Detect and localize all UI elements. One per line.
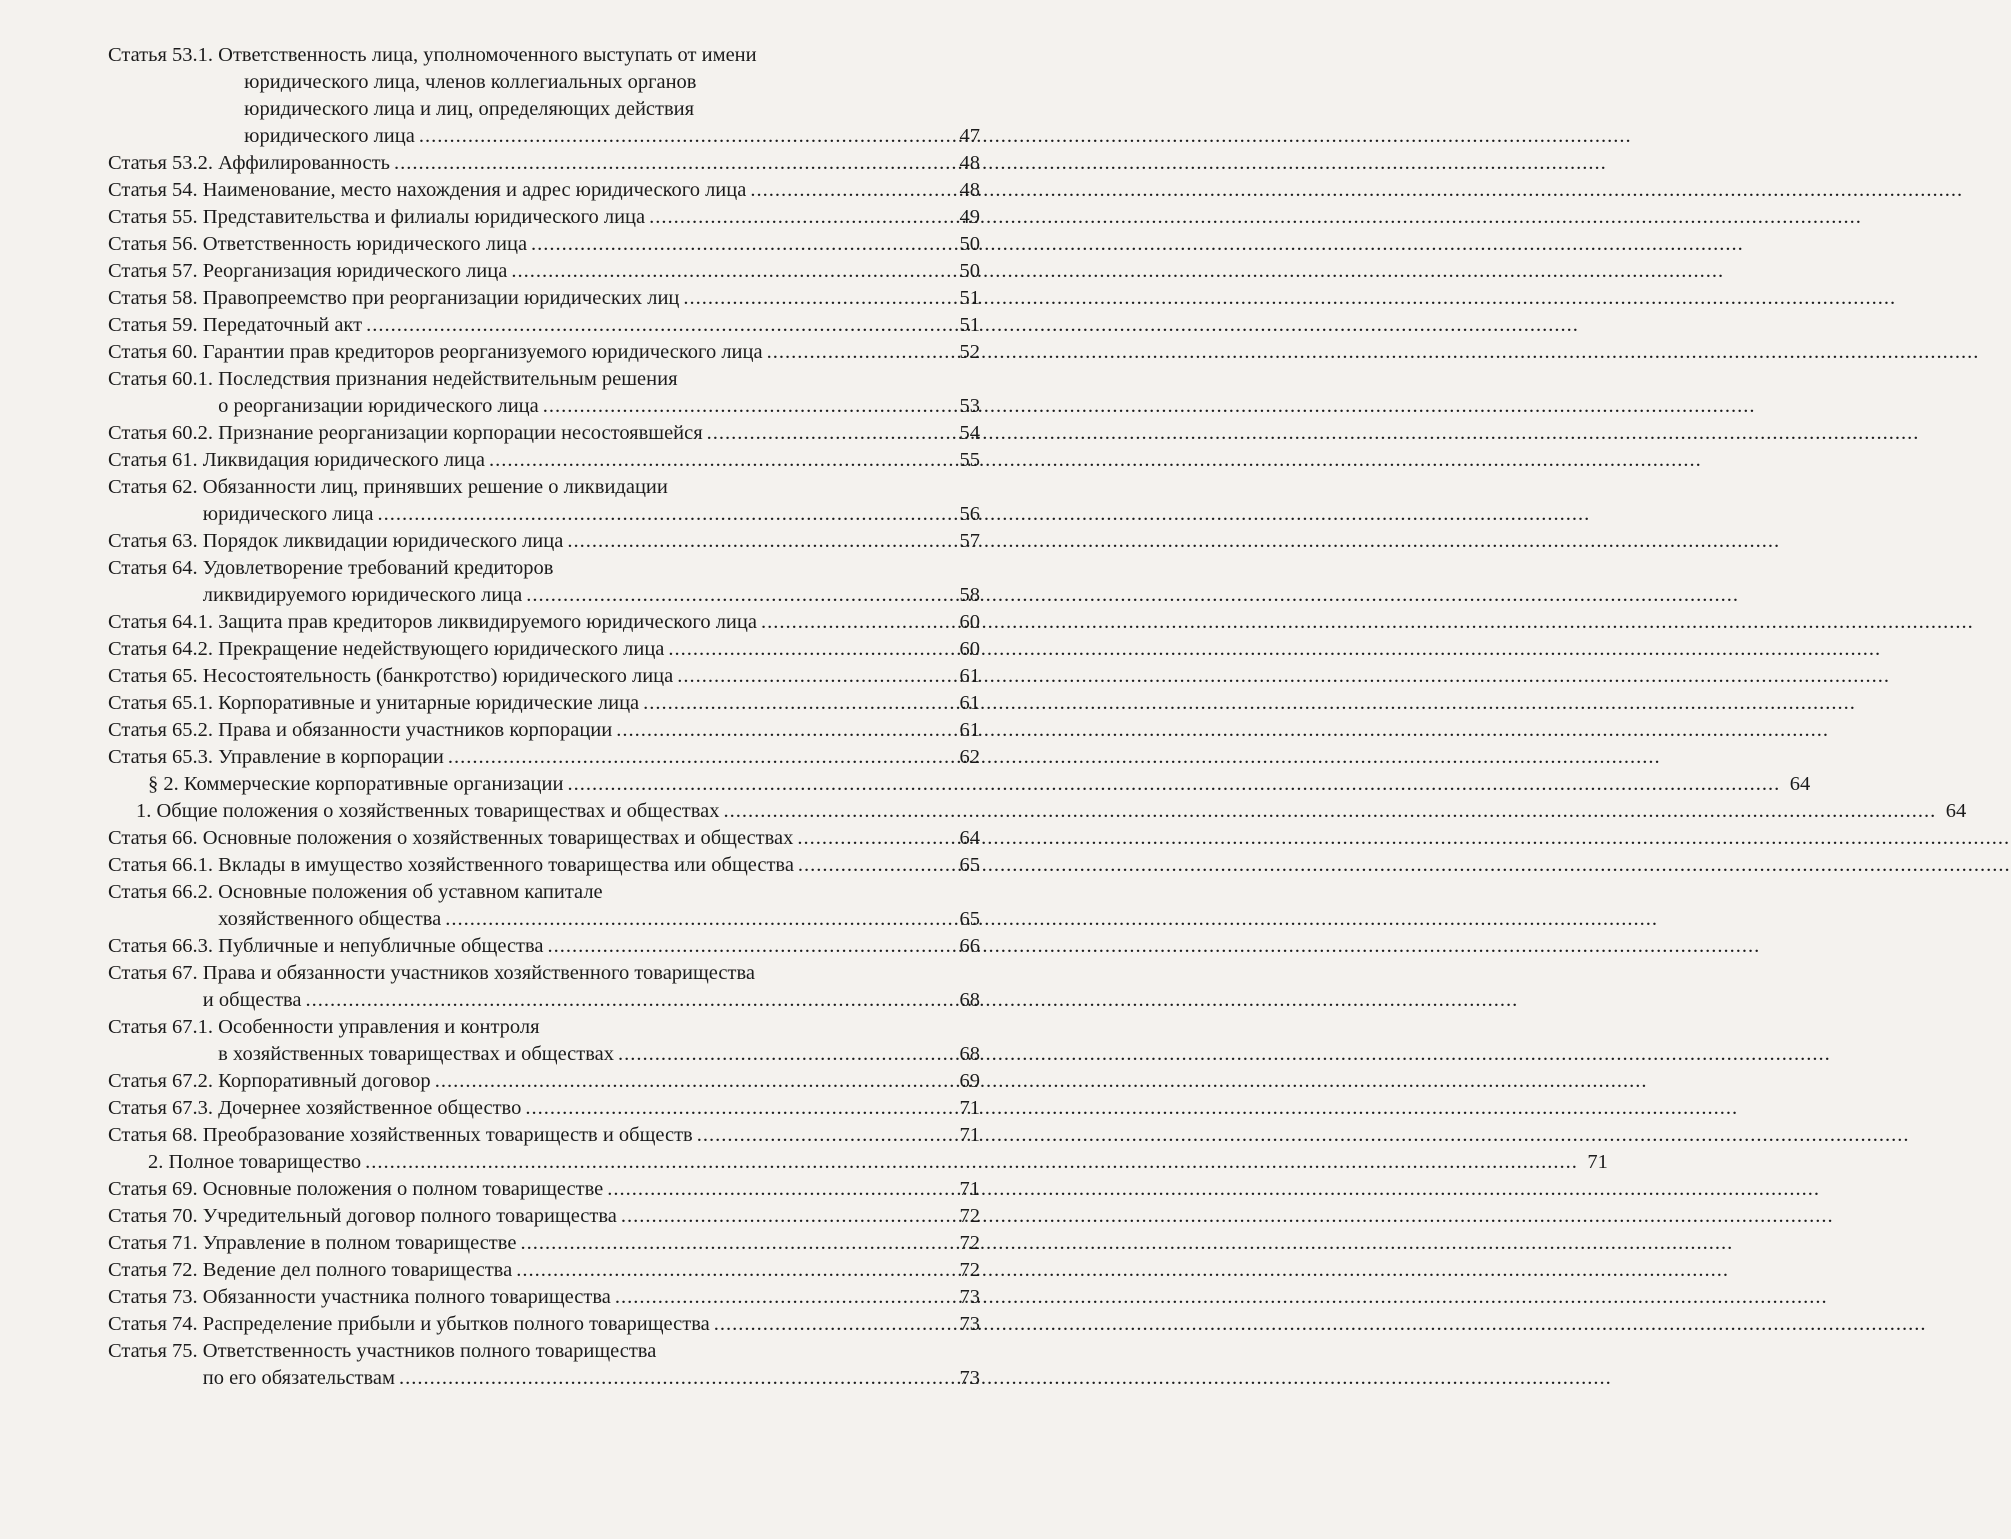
dot-leader: [563, 771, 1780, 798]
toc-entry-label: Статья 62.: [108, 476, 203, 498]
toc-entry[interactable]: [108, 1095, 980, 1122]
toc-entry[interactable]: [108, 528, 980, 555]
toc-entry-title: Ответственность участников полного товарищества: [202, 1340, 657, 1362]
toc-entry-label: Статья 63.: [108, 530, 203, 552]
toc-entry-title: Обязанности участника полного товарищества: [202, 1286, 611, 1308]
toc-entry-title: юридического лица и лиц, определяющих действия: [244, 98, 695, 120]
toc-entry[interactable]: [108, 366, 980, 420]
toc-entry-label: Статья 65.3.: [108, 746, 219, 768]
toc-entry[interactable]: [108, 231, 980, 258]
dot-leader: [710, 1311, 950, 1338]
dot-leader: [664, 636, 950, 663]
toc-page-number: 66: [959, 935, 980, 957]
table-of-contents: [108, 42, 1967, 1392]
toc-entry-title: хозяйственного общества: [218, 908, 442, 930]
toc-entry-label: Статья 55.: [108, 206, 203, 228]
dot-leader: [431, 1068, 950, 1095]
dot-leader: [507, 258, 950, 285]
toc-page-number: 54: [959, 422, 980, 444]
dot-leader: [527, 231, 950, 258]
toc-entry-label: Статья 67.: [108, 962, 203, 984]
toc-entry-label: Статья 71.: [108, 1232, 203, 1254]
toc-entry-title: Ответственность лица, уполномоченного выступать от имени: [218, 44, 757, 66]
toc-page-number: 55: [959, 449, 980, 471]
toc-section-heading[interactable]: [108, 798, 1967, 825]
toc-entry-title: Наименование, место нахождения и адрес юридического лица: [202, 179, 747, 201]
toc-entry-title: Управление в корпорации: [218, 746, 444, 768]
toc-entry-title: юридического лица: [244, 125, 415, 147]
toc-entry-label: Статья 66.1.: [108, 854, 219, 876]
toc-entry-title: по его обязательствам: [202, 1367, 395, 1389]
toc-page-number: 61: [959, 692, 980, 714]
toc-entry-title: Распределение прибыли и убытков полного товарищества: [202, 1313, 710, 1335]
toc-page-number: 64: [1945, 800, 1967, 822]
toc-entry[interactable]: [108, 42, 980, 150]
toc-page-number: 68: [959, 1043, 980, 1065]
toc-entry-label: Статья 67.2.: [108, 1070, 219, 1092]
toc-entry-label: Статья 60.2.: [108, 422, 219, 444]
toc-page-number: 62: [959, 746, 980, 768]
toc-entry-label: Статья 58.: [108, 287, 203, 309]
toc-entry-title: Представительства и филиалы юридического лица: [202, 206, 646, 228]
toc-entry[interactable]: [108, 339, 980, 366]
toc-entry-title: Удовлетворение требований кредиторов: [202, 557, 554, 579]
toc-section-heading[interactable]: [108, 1149, 1608, 1176]
dot-leader: [444, 744, 950, 771]
toc-entry-title: Аффилированность: [218, 152, 390, 174]
toc-entry[interactable]: [108, 177, 980, 204]
toc-page-number: 68: [959, 989, 980, 1011]
toc-entry-title: Ведение дел полного товарищества: [202, 1259, 513, 1281]
dot-leader: [645, 204, 950, 231]
toc-entry[interactable]: [108, 636, 980, 663]
toc-entry-label: Статья 75.: [108, 1340, 203, 1362]
toc-entry-label: Статья 65.1.: [108, 692, 219, 714]
toc-page-number: 72: [959, 1205, 980, 1227]
toc-entry-title: Основные положения о хозяйственных товариществах и обществах: [202, 827, 794, 849]
toc-entry-title: Корпоративный договор: [218, 1070, 431, 1092]
toc-entry[interactable]: [108, 1068, 980, 1095]
toc-entry[interactable]: [108, 879, 980, 933]
toc-page-number: 65: [959, 854, 980, 876]
toc-entry-title: о реорганизации юридического лица: [218, 395, 539, 417]
toc-entry-label: Статья 74.: [108, 1313, 203, 1335]
toc-page-number: 71: [1587, 1151, 1608, 1173]
toc-entry-title: и общества: [202, 989, 302, 1011]
toc-entry-label: Статья 61.: [108, 449, 203, 471]
toc-entry-label: Статья 59.: [108, 314, 203, 336]
toc-entry-title: Особенности управления и контроля: [218, 1016, 540, 1038]
toc-page-number: 49: [959, 206, 980, 228]
toc-entry-label: Статья 56.: [108, 233, 203, 255]
toc-page-number: 50: [959, 233, 980, 255]
toc-entry-title: Основные положения об уставном капитале: [218, 881, 603, 903]
toc-entry-label: Статья 67.1.: [108, 1016, 219, 1038]
toc-entry-title: Права и обязанности участников корпорации: [218, 719, 613, 741]
dot-leader: [757, 609, 950, 636]
toc-entry-title: Права и обязанности участников хозяйственного товарищества: [202, 962, 755, 984]
toc-entry-title: 1. Общие положения о хозяйственных товариществах и обществах: [136, 800, 720, 822]
toc-entry[interactable]: [108, 690, 980, 717]
toc-page-number: 64: [1789, 773, 1811, 795]
toc-entry[interactable]: [108, 825, 980, 852]
toc-entry[interactable]: [108, 852, 980, 879]
toc-entry[interactable]: [108, 663, 980, 690]
toc-entry-label: Статья 68.: [108, 1124, 203, 1146]
toc-entry-title: § 2. Коммерческие корпоративные организации: [148, 773, 564, 795]
toc-entry-title: Управление в полном товариществе: [202, 1232, 517, 1254]
toc-entry-title: Передаточный акт: [202, 314, 363, 336]
toc-entry[interactable]: [108, 285, 980, 312]
toc-page-number: 64: [959, 827, 980, 849]
toc-entry-label: Статья 54.: [108, 179, 203, 201]
toc-entry-title: Ответственность юридического лица: [202, 233, 528, 255]
toc-page-number: 47: [959, 125, 980, 147]
dot-leader: [703, 420, 950, 447]
dot-leader: [512, 1257, 950, 1284]
toc-page-number: 51: [959, 287, 980, 309]
dot-leader: [516, 1230, 950, 1257]
dot-leader: [673, 663, 950, 690]
dot-leader: [603, 1176, 950, 1203]
dot-leader: [302, 987, 950, 1014]
toc-page-number: 71: [959, 1178, 980, 1200]
toc-entry-title: Дочернее хозяйственное общество: [218, 1097, 522, 1119]
toc-entry[interactable]: [108, 609, 980, 636]
toc-entry-label: Статья 70.: [108, 1205, 203, 1227]
toc-entry-label: Статья 69.: [108, 1178, 203, 1200]
toc-page-number: 69: [959, 1070, 980, 1092]
dot-leader: [415, 123, 950, 150]
dot-leader: [539, 393, 950, 420]
toc-entry-label: Статья 64.1.: [108, 611, 219, 633]
toc-entry-label: Статья 57.: [108, 260, 203, 282]
toc-page-number: 53: [959, 395, 980, 417]
toc-entry[interactable]: [108, 717, 980, 744]
toc-entry[interactable]: [108, 1338, 980, 1392]
dot-leader: [614, 1041, 950, 1068]
toc-entry-title: Обязанности лиц, принявших решение о ликвидации: [202, 476, 668, 498]
toc-entry[interactable]: [108, 204, 980, 231]
toc-page-number: 48: [959, 179, 980, 201]
toc-entry-title: Корпоративные и унитарные юридические лица: [218, 692, 640, 714]
toc-entry-title: Порядок ликвидации юридического лица: [202, 530, 564, 552]
dot-leader: [617, 1203, 950, 1230]
toc-entry-label: Статья 72.: [108, 1259, 203, 1281]
dot-leader: [794, 852, 950, 879]
toc-page-number: 73: [959, 1313, 980, 1335]
dot-leader: [441, 906, 950, 933]
toc-page-number: 71: [959, 1097, 980, 1119]
toc-entry-title: Последствия признания недействительным решения: [218, 368, 678, 390]
dot-leader: [373, 501, 950, 528]
toc-entry-label: Статья 73.: [108, 1286, 203, 1308]
dot-leader: [679, 285, 950, 312]
dot-leader: [544, 933, 950, 960]
toc-entry[interactable]: [108, 474, 980, 528]
toc-entry-label: Статья 53.2.: [108, 152, 219, 174]
toc-entry-title: Защита прав кредиторов ликвидируемого юридического лица: [218, 611, 757, 633]
dot-leader: [395, 1365, 950, 1392]
dot-leader: [361, 1149, 1578, 1176]
toc-entry-title: юридического лица, членов коллегиальных органов: [244, 71, 697, 93]
dot-leader: [362, 312, 950, 339]
toc-entry-title: юридического лица: [202, 503, 374, 525]
toc-entry-label: Статья 66.3.: [108, 935, 219, 957]
dot-leader: [693, 1122, 950, 1149]
dot-leader: [746, 177, 950, 204]
toc-entry-label: Статья 65.: [108, 665, 203, 687]
toc-page-number: 56: [959, 503, 980, 525]
toc-entry-label: Статья 64.2.: [108, 638, 219, 660]
toc-entry[interactable]: [108, 1311, 980, 1338]
toc-entry-title: Публичные и непубличные общества: [218, 935, 544, 957]
toc-entry-title: 2. Полное товарищество: [148, 1151, 362, 1173]
toc-page-number: 72: [959, 1259, 980, 1281]
toc-entry-title: в хозяйственных товариществах и обществах: [218, 1043, 614, 1065]
toc-entry-title: Основные положения о полном товариществе: [202, 1178, 604, 1200]
toc-entry[interactable]: [108, 1284, 980, 1311]
dot-leader: [485, 447, 950, 474]
toc-entry-title: Гарантии прав кредиторов реорганизуемого юридического лица: [202, 341, 763, 363]
dot-leader: [563, 528, 950, 555]
dot-leader: [521, 1095, 950, 1122]
toc-entry[interactable]: [108, 744, 980, 771]
toc-entry-title: Прекращение недействующего юридического лица: [218, 638, 665, 660]
toc-entry-label: Статья 60.: [108, 341, 203, 363]
toc-entry-title: Признание реорганизации корпорации несостоявшейся: [218, 422, 703, 444]
toc-entry[interactable]: [108, 258, 980, 285]
toc-entry[interactable]: [108, 1014, 980, 1068]
toc-entry-title: Правопреемство при реорганизации юридических лиц: [202, 287, 680, 309]
toc-entry-title: Учредительный договор полного товарищества: [202, 1205, 617, 1227]
toc-entry[interactable]: [108, 1230, 980, 1257]
toc-entry-title: ликвидируемого юридического лица: [202, 584, 523, 606]
toc-entry[interactable]: [108, 555, 980, 609]
toc-entry-title: Вклады в имущество хозяйственного товарищества или общества: [218, 854, 794, 876]
dot-leader: [522, 582, 950, 609]
toc-entry-label: Статья 66.2.: [108, 881, 219, 903]
dot-leader: [639, 690, 950, 717]
toc-entry[interactable]: [108, 960, 980, 1014]
toc-entry-title: Ликвидация юридического лица: [202, 449, 485, 471]
toc-page-number: 50: [959, 260, 980, 282]
toc-entry-label: Статья 60.1.: [108, 368, 219, 390]
toc-entry[interactable]: [108, 1203, 980, 1230]
toc-entry-title: Несостоятельность (банкротство) юридического лица: [202, 665, 674, 687]
toc-entry-label: Статья 53.1.: [108, 44, 219, 66]
toc-page-number: 73: [959, 1367, 980, 1389]
toc-page-number: 58: [959, 584, 980, 606]
toc-entry-title: Преобразование хозяйственных товариществ и обществ: [202, 1124, 693, 1146]
toc-entry[interactable]: [108, 1257, 980, 1284]
toc-page-number: 73: [959, 1286, 980, 1308]
toc-entry[interactable]: [108, 933, 980, 960]
toc-page-number: 60: [959, 611, 980, 633]
toc-section-heading[interactable]: [108, 771, 1811, 798]
toc-page-number: 51: [959, 314, 980, 336]
toc-page-number: 71: [959, 1124, 980, 1146]
toc-entry[interactable]: [108, 1176, 980, 1203]
toc-entry-label: Статья 66.: [108, 827, 203, 849]
toc-entry-title: Реорганизация юридического лица: [202, 260, 508, 282]
toc-page-number: 61: [959, 665, 980, 687]
toc-page-number: 72: [959, 1232, 980, 1254]
dot-leader: [612, 717, 950, 744]
toc-entry[interactable]: [108, 312, 980, 339]
toc-page-number: 52: [959, 341, 980, 363]
toc-page-number: 48: [959, 152, 980, 174]
dot-leader: [390, 150, 950, 177]
toc-entry[interactable]: [108, 447, 980, 474]
dot-leader: [720, 798, 1937, 825]
dot-leader: [793, 825, 950, 852]
dot-leader: [763, 339, 950, 366]
toc-entry-label: Статья 67.3.: [108, 1097, 219, 1119]
toc-entry[interactable]: [108, 150, 980, 177]
toc-page-number: 65: [959, 908, 980, 930]
toc-entry[interactable]: [108, 1122, 980, 1149]
toc-entry-label: Статья 65.2.: [108, 719, 219, 741]
toc-page-number: 61: [959, 719, 980, 741]
toc-entry-label: Статья 64.: [108, 557, 203, 579]
dot-leader: [611, 1284, 950, 1311]
toc-entry[interactable]: [108, 420, 980, 447]
toc-page-number: 60: [959, 638, 980, 660]
toc-page-number: 57: [959, 530, 980, 552]
